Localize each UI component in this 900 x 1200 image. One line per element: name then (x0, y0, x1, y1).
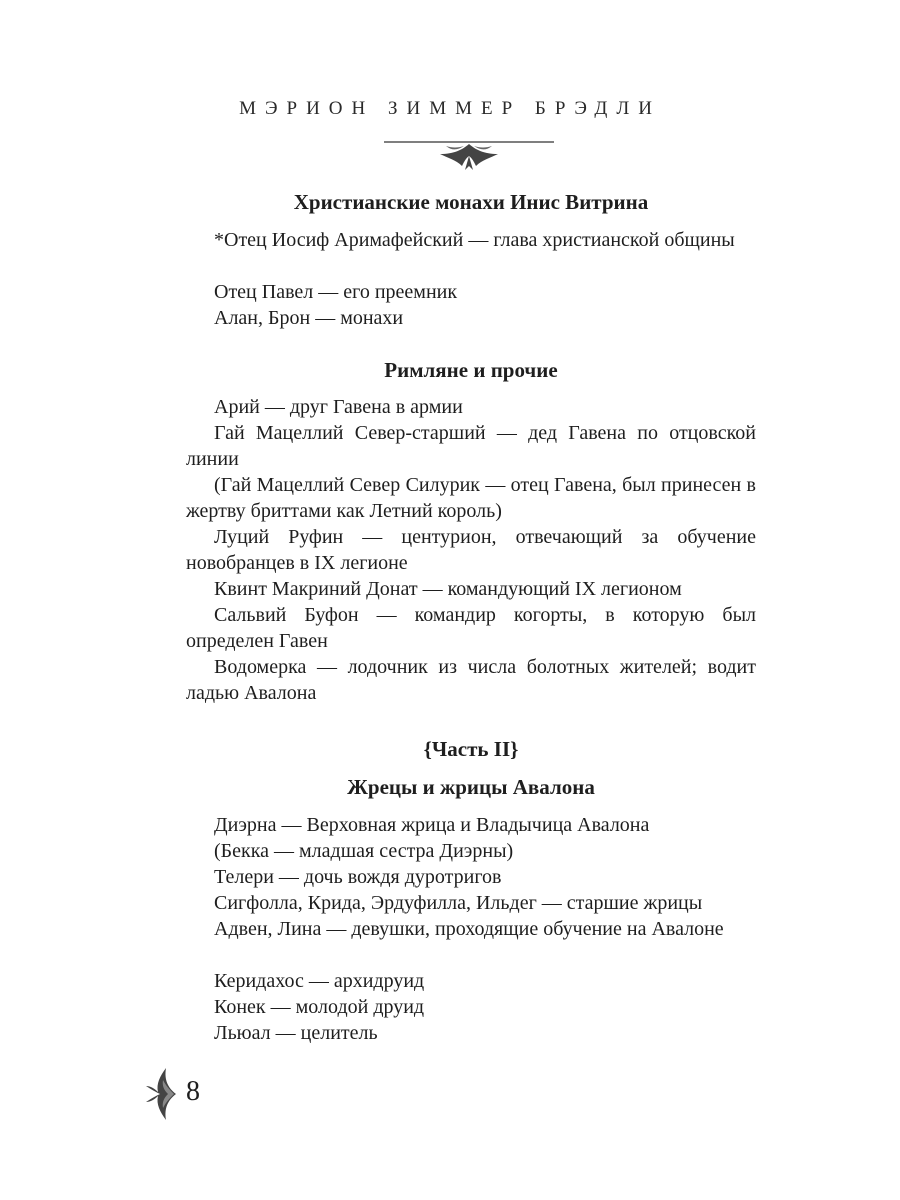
list-item: *Отец Иосиф Аримафейский — глава христианской общины (214, 229, 735, 251)
list-item: Квинт Макриний Донат — командующий IX легионом (214, 578, 682, 600)
list-item: Сигфолла, Крида, Эрдуфилла, Ильдег — старшие жрицы (214, 892, 703, 914)
list-item: Телери — дочь вождя дуротригов (214, 866, 502, 888)
list-item: Арий — друг Гавена в армии (214, 396, 463, 418)
list-item: (Гай Мацеллий Север Силурик — отец Гавена, был принесен в жертву бриттами как Летний король) (186, 474, 756, 522)
section-heading-monks: Христианские монахи Инис Витрина (293, 190, 649, 214)
running-head: МЭРИОН ЗИММЕР БРЭДЛИ (239, 98, 661, 119)
list-item: Адвен, Лина — девушки, проходящие обучение на Авалоне (214, 918, 724, 940)
list-item: (Бекка — младшая сестра Диэрны) (214, 840, 514, 862)
header-ornament-icon (382, 136, 556, 176)
page-number-ornament-icon (146, 1066, 178, 1122)
list-item: Керидахос — архидруид (214, 970, 425, 992)
list-item: Льюал — целитель (214, 1022, 378, 1044)
page-number: 8 (186, 1076, 200, 1107)
part-label: {Часть II} (423, 737, 519, 761)
list-item: Диэрна — Верховная жрица и Владычица Авалона (214, 814, 650, 836)
section-heading-priests: Жрецы и жрицы Авалона (347, 775, 595, 799)
list-item: Алан, Брон — монахи (214, 307, 404, 329)
list-item: Отец Павел — его преемник (214, 281, 458, 303)
list-item: Водомерка — лодочник из числа болотных жителей; водит ладью Авалона (186, 656, 756, 704)
section-heading-romans: Римляне и прочие (384, 358, 558, 382)
list-item: Конек — молодой друид (214, 996, 425, 1018)
list-item: Гай Мацеллий Север-старший — дед Гавена по отцовской линии (186, 422, 756, 470)
list-item: Сальвий Буфон — командир когорты, в которую был определен Гавен (186, 604, 756, 652)
list-item: Луций Руфин — центурион, отвечающий за обучение новобранцев в IX легионе (186, 526, 756, 574)
